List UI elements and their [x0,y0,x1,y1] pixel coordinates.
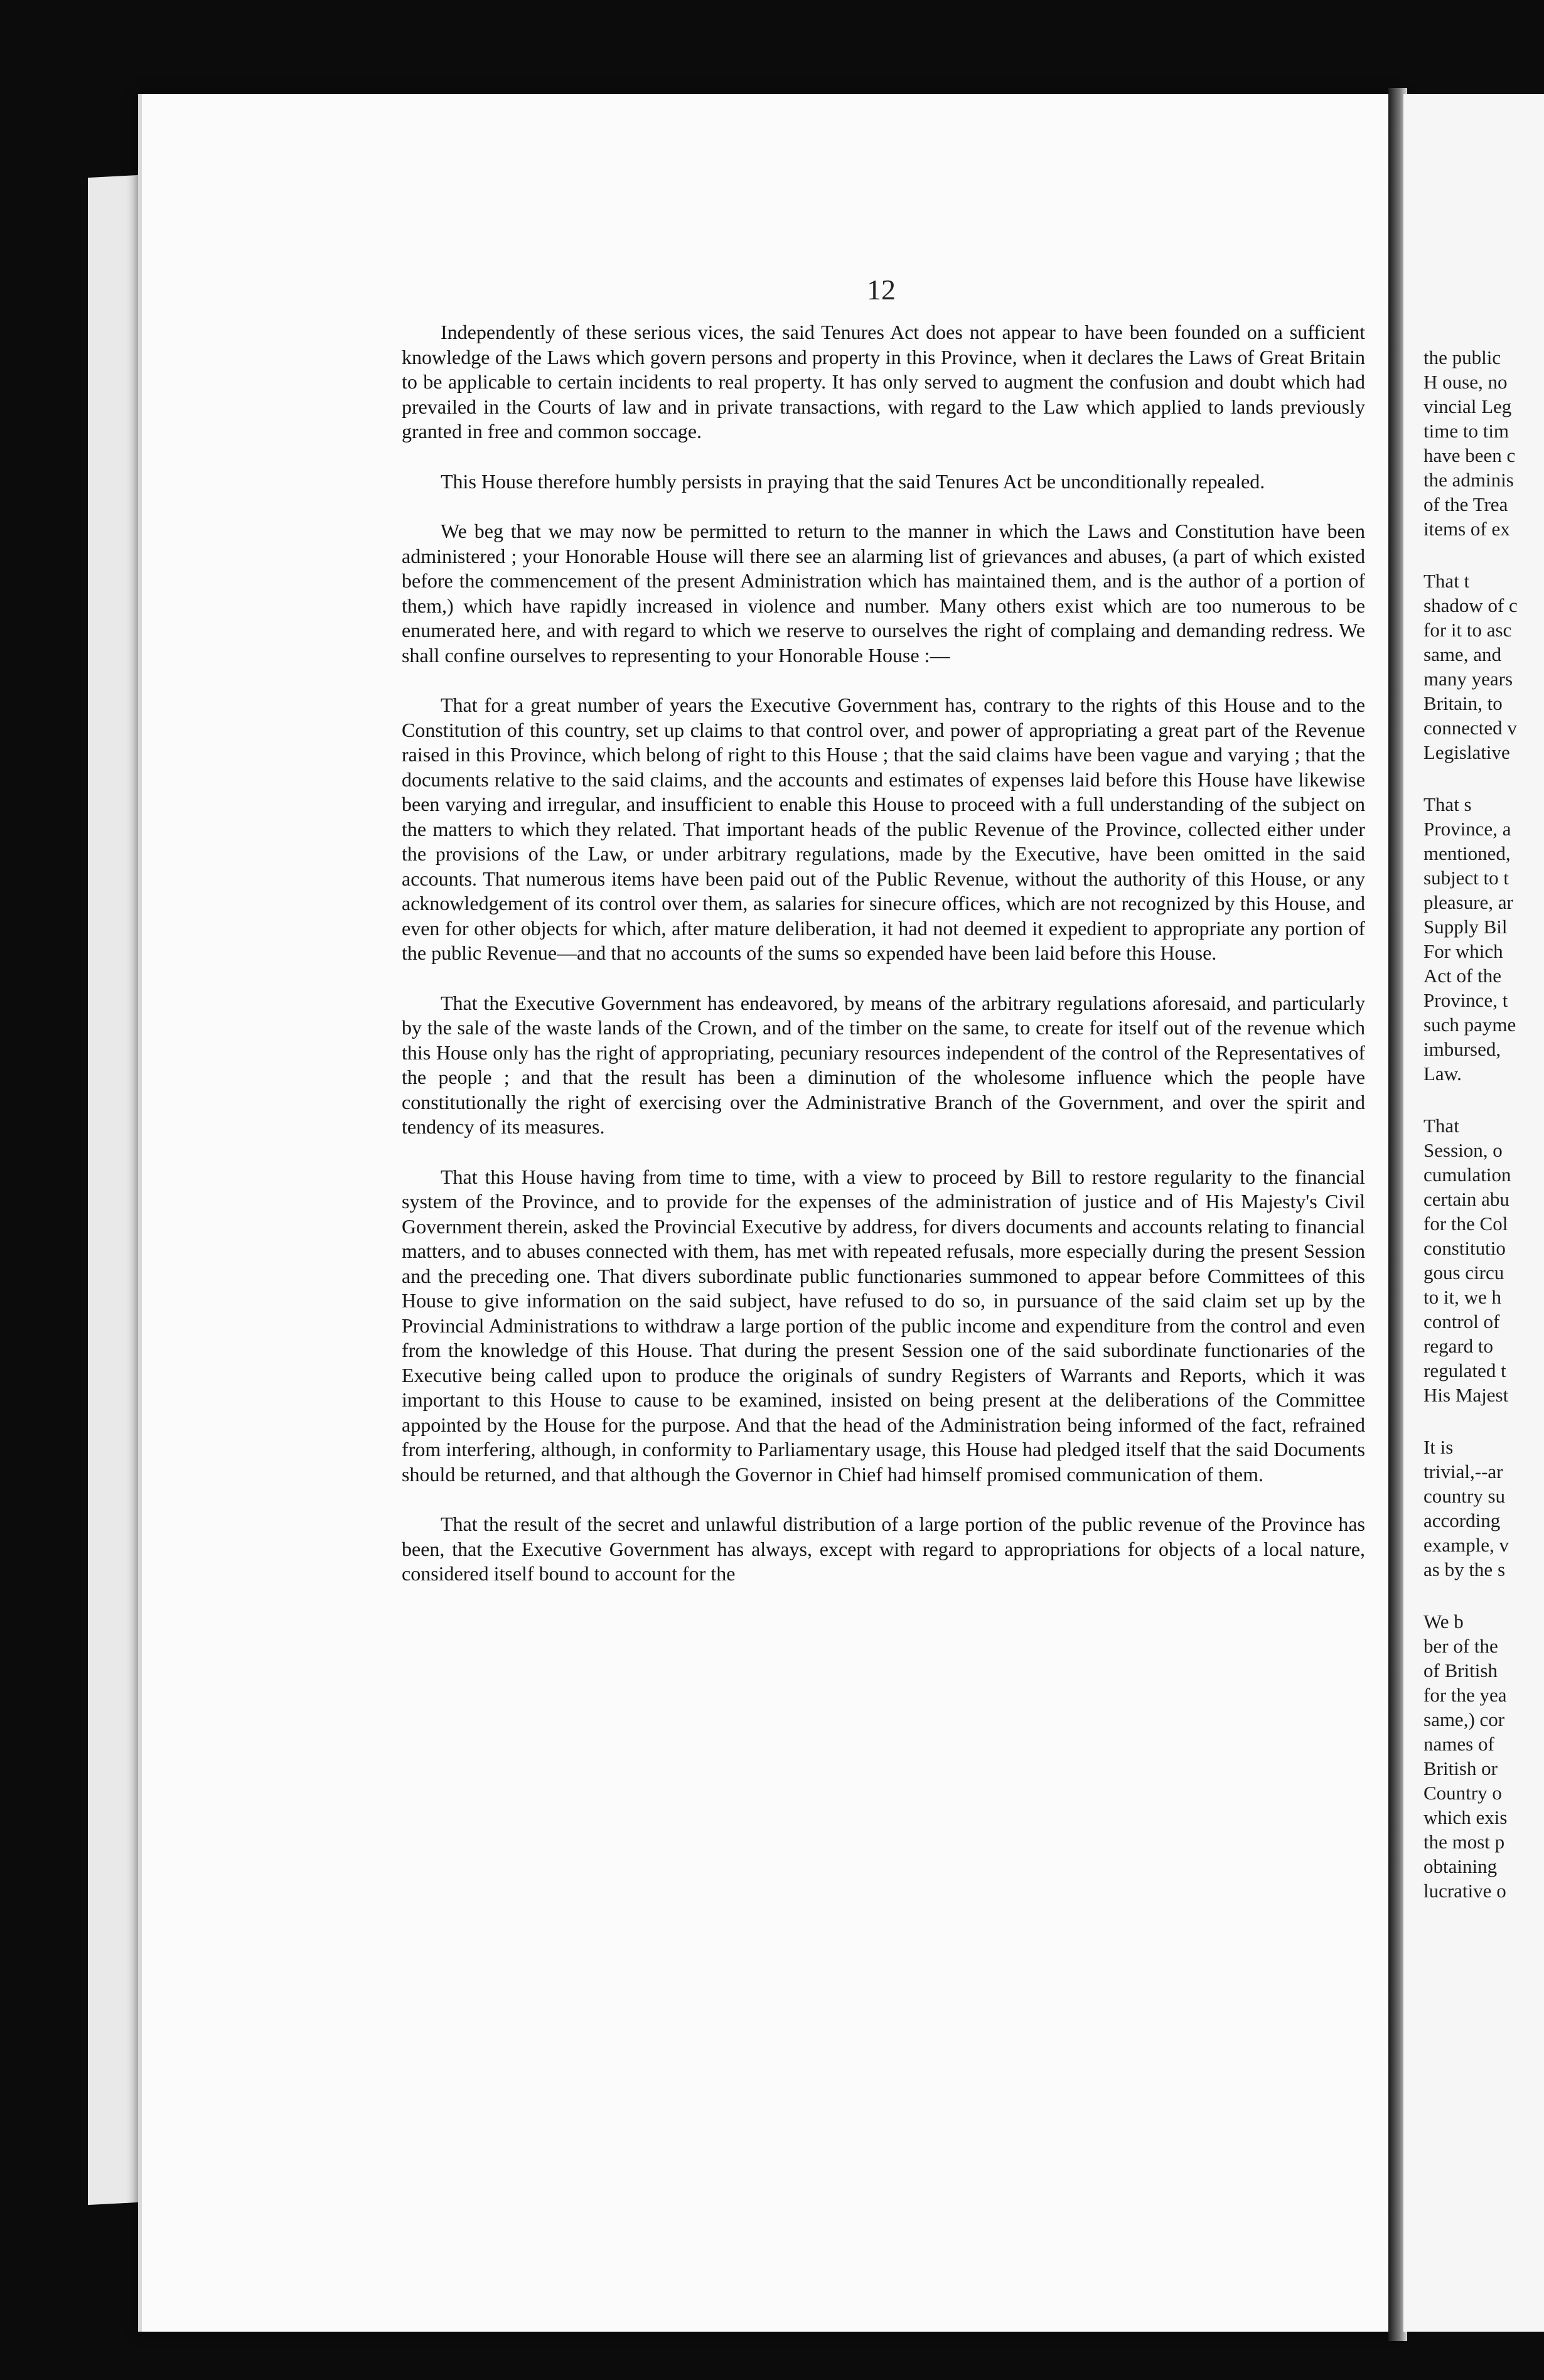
facing-page-line: for the yea [1423,1684,1507,1706]
facing-page-line: of British [1423,1659,1498,1681]
facing-page-line: obtaining [1423,1855,1498,1877]
facing-page-line: For which [1423,940,1503,962]
facing-page-line: have been c [1423,444,1516,466]
facing-page-line: We b [1423,1611,1464,1632]
facing-page-line: many years [1423,668,1513,690]
facing-page-line: to it, we h [1423,1286,1501,1308]
facing-page-line: cumulation [1423,1164,1511,1186]
facing-page-line: ber of the [1423,1635,1498,1657]
paragraph-financial-system: That this House having from time to time, with a view to proceed by Bill to restore regularity to the financial system of the Province, and to provide for the expenses of the administration of justice and of His Majesty's Civil Government therein, asked the Provincial Executive by address, for divers documents and accounts relating to financial matters, and to abuses connected with them, has met with repeated refusals, more especially during the present Session and the preceding one. That divers subordinate public functionaries summoned to appear before Committees of this House to give information on the said subject, have refused to do so, in pursuance of the said claim set up by the Provincial Administrations to withdraw a large portion of the public income and expenditure from the control and even from the knowledge of this House. That during the present Session one of the said subordinate functionaries of the Executive being called upon to produce the originals of sundry Registers of Warrants and Reports, which it was important to this House to cause to be examined, insisted on being present at the deliberations of the Committee appointed by the House for the purpose. And that the head of the Administration being informed of the fact, refrained from interfering, although, in conformity to Parliamentary usage, this House had pledged itself that the said Documents should be returned, and that although the Governor in Chief had himself promised communication of them. [402,1165,1365,1486]
facing-page-line: gous circu [1423,1262,1504,1284]
facing-page-line: the adminis [1423,469,1514,491]
page-number: 12 [867,274,896,306]
facing-page-line: shadow of c [1423,594,1518,616]
facing-page-line: vincial Leg [1423,395,1512,417]
paragraph-gap [1423,1582,1544,1609]
paragraph-gap [1423,1086,1544,1113]
paragraph-waste-lands: That the Executive Government has endeavored, by means of the arbitrary regulations aforesaid, and particularly by the sale of the waste lands of the Crown, and of the timber on the same, to create for itself out of the revenue which this House only has the right of appropriating, pecuniary resources independent of the control of the Representatives of the people ; and that the result has been a diminution of the wholesome influence which the people have constitutionally the right of exercising over the Administrative Branch of the Government, and over the spirit and tendency of its measures. [402,991,1365,1138]
facing-page-line: That t [1423,570,1470,592]
facing-page-line: names of [1423,1733,1494,1755]
facing-page-line: example, v [1423,1534,1509,1556]
facing-page-line: It is [1423,1436,1454,1458]
facing-page-line: items of ex [1423,518,1510,540]
facing-page-line: subject to t [1423,867,1509,889]
main-text-column [402,320,1365,1612]
facing-page-line: which exis [1423,1806,1508,1828]
paragraph-administration-grievances: We beg that we may now be permitted to return to the manner in which the Laws and Constitution have been administered ; your Honorable House will there see an alarming list of grievances and abuses, (a part of which existed before the commencement of the present Administration which has maintained them, and is the author of a portion of them,) which have rapidly increased in violence and number. Many others exist which are too numerous to be enumerated here, and with regard to which we reserve to ourselves the right of complaing and demanding redress. We shall confine ourselves to representing to your Honorable House :— [402,520,1365,667]
facing-page-line: same, and [1423,643,1501,665]
facing-page-line: pleasure, ar [1423,891,1513,913]
facing-page-line: for it to asc [1423,619,1512,641]
facing-page-line: as by the s [1423,1558,1506,1580]
facing-page-line: of the Trea [1423,493,1508,515]
facing-page-line: Britain, to [1423,692,1503,714]
paragraph-gap [1423,1407,1544,1435]
facing-page-line: British or [1423,1757,1498,1779]
facing-page-line: certain abu [1423,1188,1509,1210]
facing-page-line: Session, o [1423,1139,1503,1161]
facing-page-line: the public [1423,346,1501,368]
facing-page-line: connected v [1423,717,1517,739]
facing-page-line: That s [1423,793,1472,815]
facing-page-line: Supply Bil [1423,916,1508,938]
facing-page-line: trivial,--ar [1423,1461,1503,1482]
facing-page-line: Province, a [1423,818,1511,840]
facing-page-line: for the Col [1423,1213,1508,1235]
facing-page [1403,94,1544,2332]
facing-page-line: according [1423,1509,1501,1531]
facing-page-line: Country o [1423,1782,1502,1804]
facing-page-line: H ouse, no [1423,371,1508,393]
paragraph-secret-distribution: That the result of the secret and unlawful distribution of a large portion of the public revenue of the Province has been, that the Executive Government has always, except with regard to appropriations for objects of a local nature, considered itself bound to account for the [402,1513,1365,1585]
paragraph-gap [1423,764,1544,792]
facing-page-line: the most p [1423,1831,1505,1853]
facing-page-text [1423,345,1544,1903]
facing-page-line: Law. [1423,1063,1462,1085]
facing-page-line: That [1423,1115,1459,1137]
facing-page-line: regulated t [1423,1359,1506,1381]
facing-page-line: Act of the [1423,965,1501,987]
facing-page-line: control of [1423,1311,1500,1332]
facing-page-line: same,) cor [1423,1708,1505,1730]
facing-page-line: imbursed, [1423,1038,1501,1060]
paragraph-gap [1423,541,1544,569]
facing-page-line: country su [1423,1485,1506,1507]
facing-page-line: His Majest [1423,1384,1509,1406]
facing-page-line: regard to [1423,1335,1494,1357]
paragraph-repeal-prayer: This House therefore humbly persists in praying that the said Tenures Act be unconditionally repealed. [441,469,1265,493]
facing-page-line: such payme [1423,1014,1516,1036]
facing-page-line: Province, t [1423,989,1508,1011]
facing-page-line: constitutio [1423,1237,1506,1259]
facing-page-line: Legislative [1423,741,1510,763]
paragraph-tenures-act-vices: Independently of these serious vices, the said Tenures Act does not appear to have been founded on a sufficient knowledge of the Laws which govern persons and property in this Province, when it declares the Laws of Great Britain to be applicable to certain incidents to real property. It has only served to augment the confusion and doubt which had prevailed in the Courts of law and in private transactions, with regard to the Law which applied to lands previously granted in free and common soccage. [402,321,1365,442]
facing-page-line: lucrative o [1423,1880,1506,1902]
facing-page-line: time to tim [1423,420,1509,442]
facing-page-line: mentioned, [1423,842,1511,864]
paragraph-revenue-claims: That for a great number of years the Executive Government has, contrary to the rights of this House and to the Constitution of this country, set up claims to that control over, and power of appropriating a great part of the Revenue raised in this Province, which belong of right to this House ; that the said claims have been vague and varying ; that the documents relative to the said claims, and the accounts and estimates of expenses laid before this House have likewise been varying and irregular, and insufficient to enable this House to proceed with a full understanding of the subject on the matters to which they related. That important heads of the public Revenue of the Province, collected either under the provisions of the Law, or under arbitrary regulations, made by the Executive, have been omitted in the said accounts. That numerous items have been paid out of the Public Revenue, without the authority of this House, or any acknowledgement of its control over them, as salaries for sinecure offices, which are not recognized by this House, and even for other objects for which, after mature deliberation, it had not deemed it expedient to appropriate any portion of the public Revenue—and that no accounts of the sums so expended have been laid before this House. [402,694,1365,964]
